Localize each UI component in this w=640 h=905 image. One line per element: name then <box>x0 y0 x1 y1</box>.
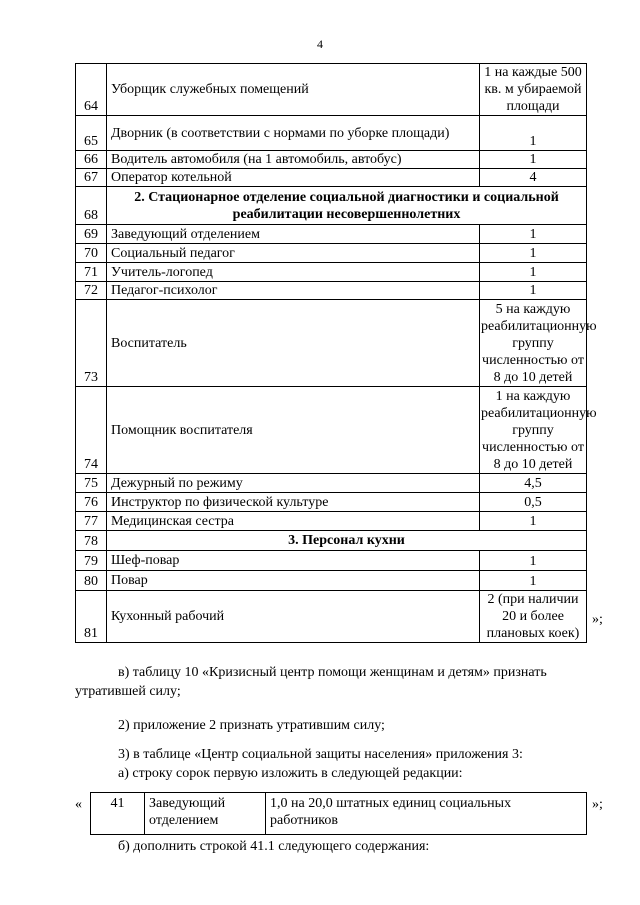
row41-position: Заведующий отделением <box>145 793 266 835</box>
paragraph-2: 2) приложение 2 признать утратившим силу; <box>118 718 385 733</box>
table-row <box>76 512 587 531</box>
row-number: 72 <box>76 282 107 300</box>
paragraph-b: б) дополнить строкой 41.1 следующего содержания: <box>118 839 430 854</box>
row-number: 67 <box>76 169 107 187</box>
position-name: Помощник воспитателя <box>107 387 480 474</box>
position-name: Педагог-психолог <box>107 282 480 300</box>
table-section-row <box>76 531 587 551</box>
staff-norm: 0,5 <box>480 493 587 512</box>
row-number: 66 <box>76 151 107 169</box>
staff-table <box>75 63 597 643</box>
staff-norm: 2 (при наличии 20 и более плановых коек) <box>480 591 587 643</box>
staff-norm: 1 <box>480 263 587 282</box>
table-row <box>76 116 587 151</box>
staff-norm: 1 <box>480 282 587 300</box>
row-number: 80 <box>76 571 107 591</box>
position-name: Заведующий отделением <box>107 225 480 244</box>
row-number: 76 <box>76 493 107 512</box>
row-number: 77 <box>76 512 107 531</box>
staff-norm: 1 на каждую реабилитационную группу численностью от 8 до 10 детей <box>480 387 587 474</box>
position-name: Учитель-логопед <box>107 263 480 282</box>
table-row <box>76 282 587 300</box>
table-row <box>76 591 587 643</box>
staff-norm: 1 <box>480 151 587 169</box>
staff-norm: 5 на каждую реабилитационную группу численностью от 8 до 10 детей <box>480 300 587 387</box>
paragraph-3a: а) строку сорок первую изложить в следующей редакции: <box>118 766 463 781</box>
row41-close-quote: »; <box>592 797 603 812</box>
staff-norm: 1 <box>480 512 587 531</box>
row-number: 71 <box>76 263 107 282</box>
row41-table <box>90 792 587 835</box>
row-number: 74 <box>76 387 107 474</box>
row41-norm: 1,0 на 20,0 штатных единиц социальных работников <box>266 793 587 835</box>
staff-norm: 4,5 <box>480 474 587 493</box>
row-number: 79 <box>76 551 107 571</box>
row41-number: 41 <box>91 793 145 835</box>
position-name: Воспитатель <box>107 300 480 387</box>
row-number: 70 <box>76 244 107 263</box>
row-number: 69 <box>76 225 107 244</box>
position-name: Шеф-повар <box>107 551 480 571</box>
table-row <box>76 387 587 474</box>
position-name: Оператор котельной <box>107 169 480 187</box>
table-row <box>76 300 587 387</box>
row-number: 65 <box>76 116 107 151</box>
table-row <box>76 474 587 493</box>
row41-open-quote: « <box>75 797 82 812</box>
page-number: 4 <box>317 37 323 51</box>
position-name: Дворник (в соответствии с нормами по уборке площади) <box>107 116 480 151</box>
table-row <box>76 571 587 591</box>
position-name: Повар <box>107 571 480 591</box>
table-row <box>76 151 587 169</box>
row-number: 81 <box>76 591 107 643</box>
row-number: 64 <box>76 64 107 116</box>
row-number: 78 <box>76 531 107 551</box>
staff-norm: 1 на каждые 500 кв. м убираемой площади <box>480 64 587 116</box>
staff-norm: 1 <box>480 551 587 571</box>
position-name: Дежурный по режиму <box>107 474 480 493</box>
row-number: 73 <box>76 300 107 387</box>
table-closing-quote: »; <box>592 612 603 627</box>
table-row <box>76 244 587 263</box>
table-row <box>76 493 587 512</box>
staff-norm: 1 <box>480 116 587 151</box>
table-row <box>76 169 587 187</box>
table-row <box>76 225 587 244</box>
position-name: Инструктор по физической культуре <box>107 493 480 512</box>
position-name: Медицинская сестра <box>107 512 480 531</box>
staff-norm: 1 <box>480 225 587 244</box>
table-row <box>91 793 587 835</box>
paragraph-3: 3) в таблице «Центр социальной защиты населения» приложения 3: <box>118 747 523 762</box>
table-row <box>76 551 587 571</box>
position-name: Социальный педагог <box>107 244 480 263</box>
position-name: Кухонный рабочий <box>107 591 480 643</box>
table-row <box>76 263 587 282</box>
row-number: 75 <box>76 474 107 493</box>
staff-norm: 1 <box>480 244 587 263</box>
section-heading: 2. Стационарное отделение социальной диагностики и социальной реабилитации несовершеннолетних <box>107 187 587 225</box>
row-number: 68 <box>76 187 107 225</box>
table-row <box>76 64 587 116</box>
paragraph-v-line2: утратившей силу; <box>75 684 181 699</box>
table-section-row <box>76 187 587 225</box>
staff-norm: 1 <box>480 571 587 591</box>
staff-norm: 4 <box>480 169 587 187</box>
position-name: Водитель автомобиля (на 1 автомобиль, автобус) <box>107 151 480 169</box>
paragraph-v-line1: в) таблицу 10 «Кризисный центр помощи женщинам и детям» признать <box>118 665 547 680</box>
section-heading: 3. Персонал кухни <box>107 531 587 551</box>
position-name: Уборщик служебных помещений <box>107 64 480 116</box>
